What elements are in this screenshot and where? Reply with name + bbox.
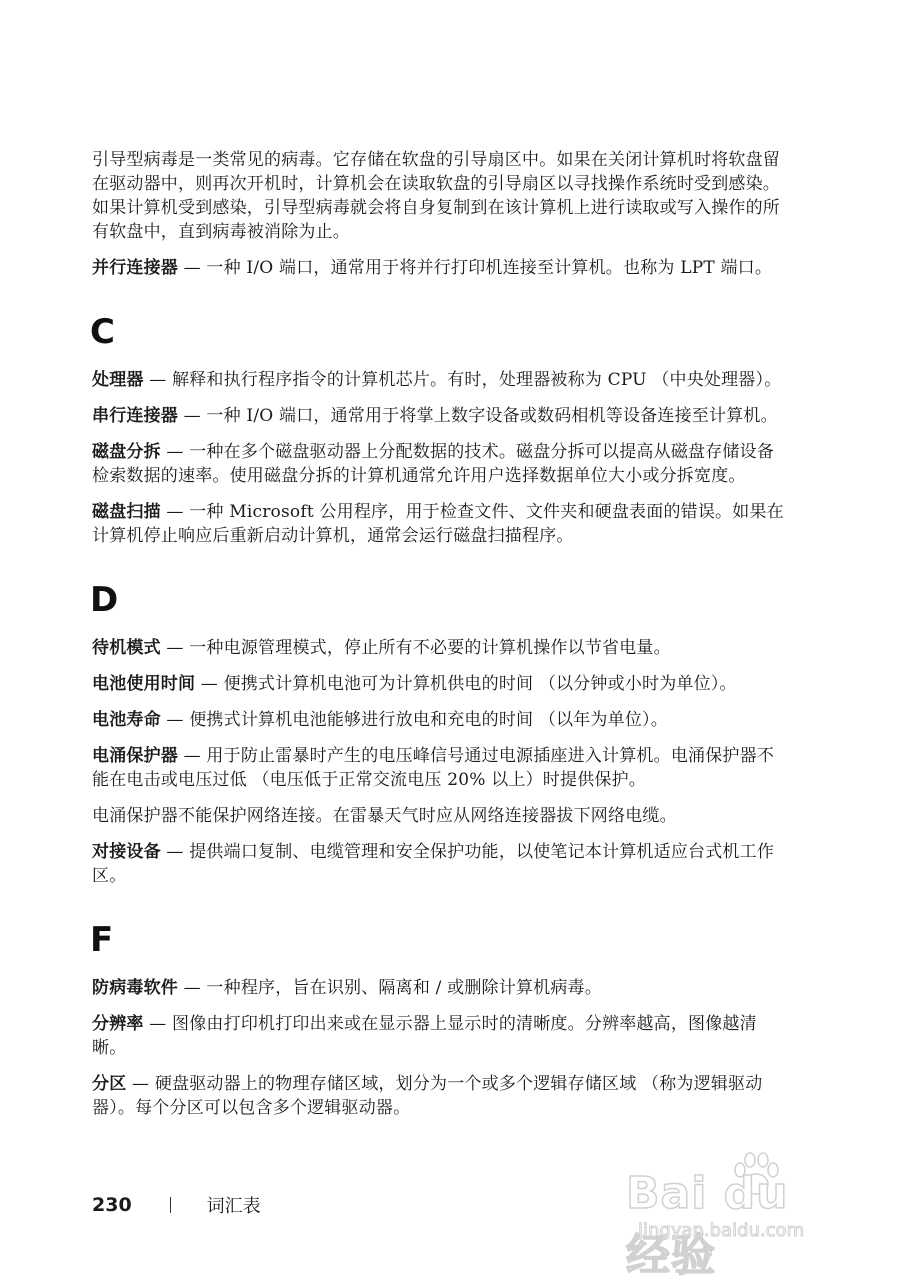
glossary-entry xyxy=(92,404,784,428)
glossary-entry xyxy=(92,840,784,888)
entry-definition: 便携式计算机电池可为计算机供电的时间 （以分钟或小时为单位）。 xyxy=(223,674,737,694)
entry-separator: — xyxy=(160,502,190,522)
glossary-content xyxy=(92,148,784,1132)
entry-definition: 电涌保护器不能保护网络连接。在雷暴天气时应从网络连接器拔下网络电缆。 xyxy=(92,806,677,826)
glossary-entry xyxy=(92,672,784,696)
entry-term: 电池使用时间 xyxy=(92,674,196,694)
entry-definition: 一种 I/O 端口，通常用于将掌上数字设备或数码相机等设备连接至计算机。 xyxy=(206,406,778,426)
entry-separator: — xyxy=(195,674,224,694)
footer-section-title: 词汇表 xyxy=(206,1196,261,1217)
entry-term: 对接设备 xyxy=(92,842,161,862)
entry-definition: 硬盘驱动器上的物理存储区域，划分为一个或多个逻辑存储区域 （称为逻辑驱动器）。每个分区可以包含多个逻辑驱动器。 xyxy=(92,1074,763,1118)
entry-term: 分辨率 xyxy=(92,1014,144,1034)
entry-definition: 提供端口复制、电缆管理和安全保护功能，以使笔记本计算机适应台式机工作区。 xyxy=(92,842,775,886)
watermark-logo-text: Bai du 经验 xyxy=(626,1168,789,1281)
entry-definition: 一种 Microsoft 公用程序，用于检查文件、文件夹和硬盘表面的错误。如果在计算机停止响应后重新启动计算机，通常会运行磁盘扫描程序。 xyxy=(92,502,784,546)
glossary-entry xyxy=(92,744,784,792)
entry-term: 处理器 xyxy=(92,370,144,390)
entry-term: 磁盘分拆 xyxy=(92,442,161,462)
entry-definition: 一种 I/O 端口，通常用于将并行打印机连接至计算机。也称为 LPT 端口。 xyxy=(206,258,773,278)
entry-separator: — xyxy=(178,978,207,998)
glossary-entry xyxy=(92,804,784,828)
entry-separator: — xyxy=(160,442,190,462)
entry-separator: — xyxy=(143,1014,173,1034)
entry-separator: — xyxy=(178,406,207,426)
entry-definition: 一种程序，旨在识别、隔离和 / 或删除计算机病毒。 xyxy=(206,978,602,998)
baidu-jingyan-watermark xyxy=(626,1150,846,1281)
glossary-entry xyxy=(92,440,784,488)
entry-definition: 用于防止雷暴时产生的电压峰信号通过电源插座进入计算机。电涌保护器不能在电击或电压过低 （电压低于正常交流电压 20% 以上）时提供保护。 xyxy=(92,746,775,790)
page-footer xyxy=(92,1190,261,1220)
entry-definition: 引导型病毒是一类常见的病毒。它存储在软盘的引导扇区中。如果在关闭计算机时将软盘留在驱动器中，则再次开机时，计算机会在读取软盘的引导扇区以寻找操作系统时受到感染。如果计算机受到感染，引导型病毒就会将自身复制到在该计算机上进行读取或写入操作的所有软盘中，直到病毒被消除为止。 xyxy=(92,150,780,242)
entry-separator: — xyxy=(178,258,207,278)
entry-separator: — xyxy=(160,842,190,862)
section-letter-d: D xyxy=(90,580,119,620)
glossary-entry xyxy=(92,636,784,660)
footer-divider xyxy=(170,1197,171,1213)
entry-definition: 一种电源管理模式，停止所有不必要的计算机操作以节省电量。 xyxy=(189,638,671,658)
page-number: 230 xyxy=(92,1194,132,1216)
glossary-entry xyxy=(92,256,784,280)
entry-definition: 图像由打印机打印出来或在显示器上显示时的清晰度。分辨率越高，图像越清晰。 xyxy=(92,1014,757,1058)
entry-separator: — xyxy=(126,1074,155,1094)
glossary-entry xyxy=(92,976,784,1000)
glossary-entry xyxy=(92,148,784,244)
section-letter-c: C xyxy=(90,312,115,352)
entry-definition: 便携式计算机电池能够进行放电和充电的时间 （以年为单位）。 xyxy=(189,710,668,730)
entry-separator: — xyxy=(178,746,207,766)
entry-term: 分区 xyxy=(92,1074,127,1094)
entry-definition: 解释和执行程序指令的计算机芯片。有时，处理器被称为 CPU （中央处理器）。 xyxy=(172,370,782,390)
entry-term: 防病毒软件 xyxy=(92,978,178,998)
glossary-entry xyxy=(92,368,784,392)
glossary-entry xyxy=(92,500,784,548)
entry-term: 磁盘扫描 xyxy=(92,502,161,522)
entry-separator: — xyxy=(143,370,173,390)
entry-term: 并行连接器 xyxy=(92,258,178,278)
entry-separator: — xyxy=(160,710,190,730)
entry-term: 串行连接器 xyxy=(92,406,178,426)
entry-definition: 一种在多个磁盘驱动器上分配数据的技术。磁盘分拆可以提高从磁盘存储设备检索数据的速率。使用磁盘分拆的计算机通常允许用户选择数据单位大小或分拆宽度。 xyxy=(92,442,775,486)
glossary-entry xyxy=(92,1072,784,1120)
entry-term: 电池寿命 xyxy=(92,710,161,730)
entry-separator: — xyxy=(160,638,190,658)
glossary-entry xyxy=(92,708,784,732)
watermark-url: jingyan.baidu.com xyxy=(638,1220,805,1241)
entry-term: 电涌保护器 xyxy=(92,746,178,766)
section-letter-f: F xyxy=(90,920,114,960)
entry-term: 待机模式 xyxy=(92,638,161,658)
glossary-entry xyxy=(92,1012,784,1060)
